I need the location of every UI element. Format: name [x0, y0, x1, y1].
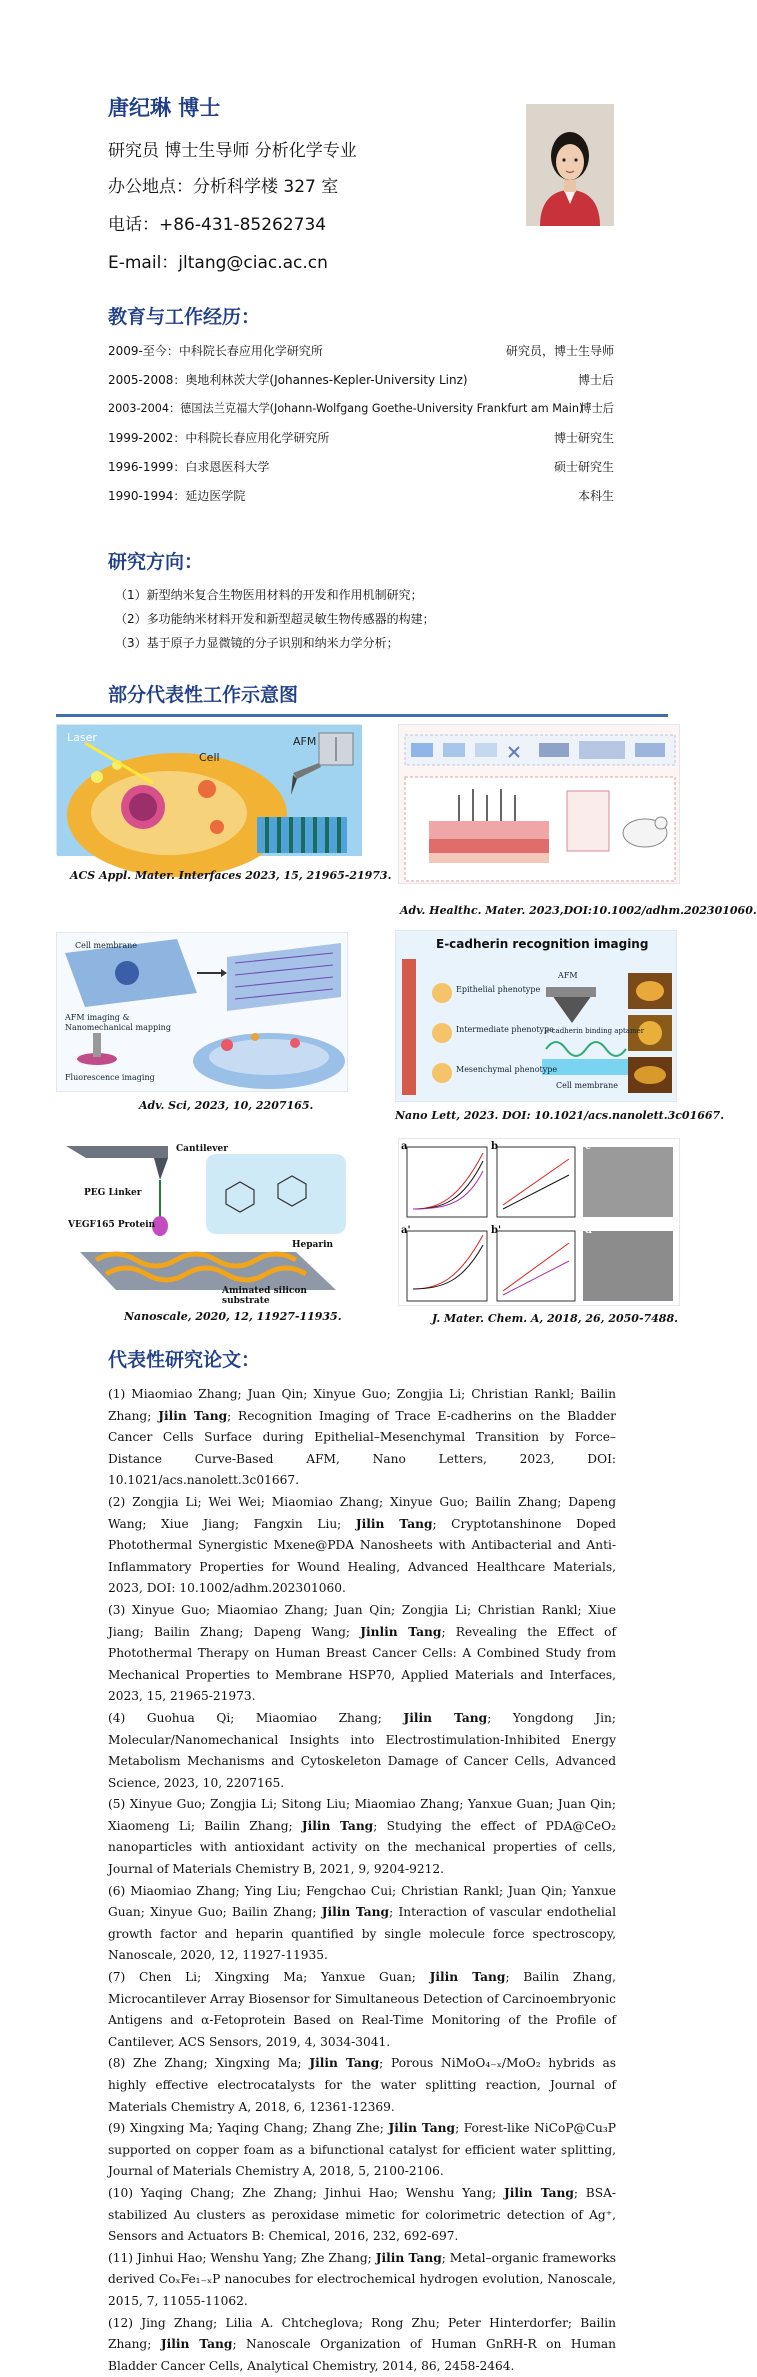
education-item-period: 1990-1994：延边医学院: [108, 489, 246, 503]
publication-item: (10) Yaqing Chang; Zhe Zhang; Jinhui Hao; Wenshu Yang; Jilin Tang; BSA-stabilized Au clusters as peroxidase mimetic for colorimetric detection of Ag⁺, Sensors and Actuators B: Chemical, 2016, 232, 692-697.: [108, 2185, 616, 2244]
research-item: （3）基于原子力显微镜的分子识别和纳米力学分析；: [115, 636, 399, 650]
profile-office: 办公地点：分析科学楼 327 室: [108, 177, 339, 197]
publication-item: (5) Xinyue Guo; Zongjia Li; Sitong Liu; Miaomiao Zhang; Yanxue Guan; Juan Qin; Xiaomeng Li; Bailin Zhang; Jilin Tang; Studying the effect of PDA@CeO₂ nanoparticles with antioxidant activity on the mechanical properties of cells, Journal of Materials Chemistry B, 2021, 9, 9204-9212.: [108, 1797, 616, 1877]
publication-item: (4) Guohua Qi; Miaomiao Zhang; Jilin Tang; Yongdong Jin; Molecular/Nanomechanical Insights into Electrostimulation-Inhibited Energy Metabolism Mechanisms and Cytoskeleton Damage of Cancer Cells, Advanced Science, 2023, 10, 2207165.: [108, 1710, 616, 1790]
research-heading: 研究方向：: [108, 551, 204, 573]
education-item-period: 2005-2008：奥地利林茨大学(Johannes-Kepler-University Linz): [108, 373, 468, 387]
publication-item: (3) Xinyue Guo; Miaomiao Zhang; Juan Qin; Zongjia Li; Christian Rankl; Xiue Jiang; Bailin Zhang; Dapeng Wang; Jinlin Tang; Revealing the Effect of Photothermal Therapy on Human Breast Cancer Cells: A Combined Study from Mechanical Properties to Membrane HSP70, Applied Materials and Interfaces, 2023, 15, 21965-21973.: [108, 1602, 616, 1704]
profile-email: E-mail：jltang@ciac.ac.cn: [108, 253, 328, 273]
figure-wound-healing: [398, 724, 680, 884]
education-item: [108, 429, 614, 451]
figure-label: E-cadherin binding aptamer: [544, 1027, 645, 1035]
figure-label: Heparin: [292, 1240, 334, 1250]
figure-label: Mesenchymal phenotype: [456, 1065, 558, 1074]
figure-caption: ACS Appl. Mater. Interfaces 2023, 15, 21965-21973.: [70, 869, 392, 882]
figure-label: Aminated silicon substrate: [222, 1286, 307, 1306]
publication-list: [108, 1384, 616, 2377]
publication-item: (8) Zhe Zhang; Xingxing Ma; Jilin Tang; Porous NiMoO₄₋ₓ/MoO₂ hybrids as highly effective electrocatalysts for the water splitting reaction, Journal of Materials Chemistry A, 2018, 6, 12361-12369.: [108, 2056, 616, 2114]
figure-label: b': [491, 1225, 502, 1236]
publication-item: (7) Chen Li; Xingxing Ma; Yanxue Guan; Jilin Tang; Bailin Zhang, Microcantilever Array Biosensor for Simultaneous Detection of Carcinoembryonic Antigens and α-Fetoprotein Based on Real-Time Monitoring of the Profile of Cantilever, ACS Sensors, 2019, 4, 3034-3041.: [108, 1970, 616, 2049]
figure-label: Intermediate phenotype: [456, 1025, 554, 1034]
publication-item: (1) Miaomiao Zhang; Juan Qin; Xinyue Guo; Zongjia Li; Christian Rankl; Bailin Zhang; Jilin Tang; Recognition Imaging of Trace E-cadherins on the Bladder Cancer Cells Surface during Epithelial–Mesenchymal Transition by Force–Distance Curve-Based AFM, Nano Letters, 2023, DOI: 10.1021/acs.nanolett.3c01667.: [108, 1387, 616, 1488]
figure-label: Epithelial phenotype: [456, 985, 541, 994]
education-heading: 教育与工作经历：: [108, 306, 261, 328]
profile-name: 唐纪琳 博士: [108, 96, 221, 120]
figure-e-cadherin-imaging: [395, 930, 677, 1102]
figure-label: AFM: [558, 971, 578, 980]
figure-caption: Nanoscale, 2020, 12, 11927-11935.: [124, 1310, 342, 1323]
education-item-role: 博士后: [577, 373, 614, 387]
education-item-role: 本科生: [577, 489, 614, 503]
figure-label: a: [401, 1141, 408, 1152]
education-item-period: 2009-至今：中科院长春应用化学研究所: [108, 344, 323, 358]
figure-caption: Adv. Healthc. Mater. 2023,DOI:10.1002/adhm.202301060.: [400, 904, 757, 917]
figure-label: E-cadherin recognition imaging: [436, 937, 649, 951]
publication-item: (12) Jing Zhang; Lilia A. Chtcheglova; Rong Zhu; Peter Hinterdorfer; Bailin Zhang; Jilin Tang; Nanoscale Organization of Human GnRH-R on Human Bladder Cancer Cells, Analytical Chemistry, 2014, 86, 2458-2464.: [108, 2315, 616, 2373]
profile-phone: 电话：+86-431-85262734: [108, 215, 327, 235]
figure-caption: Adv. Sci, 2023, 10, 2207165.: [139, 1099, 314, 1112]
education-item: [108, 371, 614, 393]
education-item: [108, 487, 614, 509]
figure-label: b: [491, 1141, 498, 1152]
profile-photo: [526, 104, 614, 226]
figure-electrostimulation: [56, 932, 348, 1092]
section-divider: [56, 714, 668, 717]
education-item-period: 2003-2004：德国法兰克福大学(Johann-Wolfgang Goethe-University Frankfurt am Main): [108, 402, 584, 415]
figure-electrocatalyst-plots: [398, 1138, 680, 1306]
figure-label: AFM imaging &: [65, 1013, 130, 1022]
education-item-period: 1999-2002：中科院长春应用化学研究所: [108, 431, 330, 445]
figure-label: VEGF165 Protein: [68, 1220, 156, 1230]
publication-item: (6) Miaomiao Zhang; Ying Liu; Fengchao Cui; Christian Rankl; Juan Qin; Yanxue Guan; Xinyue Guo; Bailin Zhang; Jilin Tang; Interaction of vascular endothelial growth factor and heparin quantified by single molecule force spectroscopy, Nanoscale, 2020, 12, 11927-11935.: [108, 1883, 616, 1963]
figure-label: Cantilever: [176, 1144, 228, 1154]
figure-caption: Nano Lett, 2023. DOI: 10.1021/acs.nanolett.3c01667.: [395, 1109, 725, 1122]
education-item-role: 硕士研究生: [553, 460, 614, 474]
education-item: [108, 458, 614, 480]
figure-cell-afm-laser: [56, 724, 361, 855]
research-item: （1）新型纳米复合生物医用材料的开发和作用机制研究；: [115, 588, 423, 602]
figure-vegf-heparin: [56, 1140, 352, 1306]
education-item-role: 博士研究生: [553, 431, 614, 445]
education-item-role: 博士后: [580, 402, 614, 415]
figure-label: a': [401, 1225, 411, 1236]
figure-label: c: [585, 1141, 592, 1152]
education-item: [108, 342, 614, 364]
education-item: [108, 400, 614, 422]
figure-label: Cell membrane: [556, 1081, 619, 1090]
figure-label: PEG Linker: [84, 1188, 142, 1198]
publication-item: (9) Xingxing Ma; Yaqing Chang; Zhang Zhe; Jilin Tang; Forest-like NiCoP@Cu₃P supported on copper foam as a bifunctional catalyst for efficient water splitting, Journal of Materials Chemistry A, 2018, 5, 2100-2106.: [108, 2121, 616, 2179]
figure-label: Fluorescence imaging: [65, 1073, 155, 1082]
figure-label: Nanomechanical mapping: [65, 1023, 171, 1032]
education-item-role: 研究员，博士生导师: [505, 344, 614, 358]
profile-title: 研究员 博士生导师 分析化学专业: [108, 141, 357, 161]
education-item-period: 1996-1999：白求恩医科大学: [108, 460, 270, 474]
publication-item: (2) Zongjia Li; Wei Wei; Miaomiao Zhang; Xinyue Guo; Bailin Zhang; Dapeng Wang; Xiue Jiang; Fangxin Liu; Jilin Tang; Cryptotanshinone Doped Photothermal Synergistic Mxene@PDA Nanosheets with Antibacterial and Anti-Inflammatory Properties for Wound Healing, Advanced Healthcare Materials, 2023, DOI: 10.1002/adhm.202301060.: [108, 1494, 616, 1596]
research-item: （2）多功能纳米材料开发和新型超灵敏生物传感器的构建；: [115, 612, 435, 626]
figure-caption: J. Mater. Chem. A, 2018, 26, 2050-7488.: [432, 1312, 678, 1325]
figure-label: Laser: [67, 731, 97, 744]
figure-label: Cell membrane: [75, 941, 138, 950]
figure-label: d: [585, 1225, 592, 1236]
figure-label: AFM: [293, 735, 317, 748]
publications-heading: 代表性研究论文：: [108, 1349, 261, 1371]
publication-item: (11) Jinhui Hao; Wenshu Yang; Zhe Zhang; Jilin Tang; Metal–organic frameworks derived CoₓFe₁₋ₓP nanocubes for electrochemical hydrogen evolution, Nanoscale, 2015, 7, 11055-11062.: [108, 2250, 616, 2308]
figure-label: Cell: [199, 751, 220, 764]
works-heading: 部分代表性工作示意图: [108, 684, 299, 706]
